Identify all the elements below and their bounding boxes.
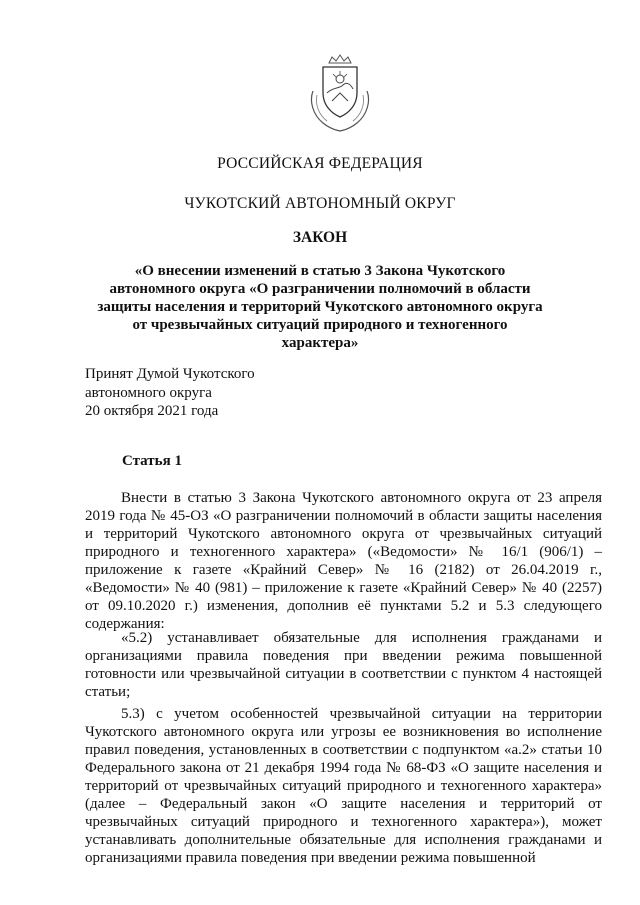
adoption-line-1: Принят Думой Чукотского xyxy=(85,366,255,382)
adoption-line-2: автономного округа xyxy=(85,384,212,401)
region-heading: ЧУКОТСКИЙ АВТОНОМНЫЙ ОКРУГ xyxy=(184,195,456,212)
paragraph-text: «5.2) устанавливает обязательные для исполнения гражданами и организациями правила поведения при введении режима повышенной готовности или чрезвычайной ситуации в соответствии с пунктом 4 настоящей статьи; xyxy=(85,630,602,700)
adoption-block xyxy=(85,365,255,421)
country-heading: РОССИЙСКАЯ ФЕДЕРАЦИЯ xyxy=(217,155,423,172)
article-paragraph-3 xyxy=(85,705,602,867)
document-type-heading: ЗАКОН xyxy=(292,229,348,246)
paragraph-text: 5.3) с учетом особенностей чрезвычайной ситуации на территории Чукотского автономного округа или угрозы ее возникновения во исполнение правил поведения, установленных в соответствии с подпунктом «а.2» статьи 10 Федерального закона от 21 декабря 1994 года № 68-ФЗ «О защите населения и территорий от чрезвычайных ситуаций природного и техногенного характера» (далее – Федеральный закон «О защите населения и территорий от чрезвычайных ситуаций природного и техногенного характера»), может устанавливать дополнительные обязательные для исполнения гражданами и организациями правила поведения при введении режима повышенной xyxy=(85,706,602,866)
coat-of-arms-emblem xyxy=(299,53,381,135)
article-paragraph-2 xyxy=(85,629,602,701)
article-heading: Статья 1 xyxy=(122,453,182,469)
adoption-date: 20 октября 2021 года xyxy=(85,403,219,419)
law-title: «О внесении изменений в статью 3 Закона Чукотского автономного округа «О разграничении полномочий в области защиты населения и территорий Чукотского автономного округа от чрезвычайных ситуаций природного и техногенного характера» xyxy=(97,263,543,351)
paragraph-text: Внести в статью 3 Закона Чукотского автономного округа от 23 апреля 2019 года № 45-ОЗ «О разграничении полномочий в области защиты населения и территорий Чукотского автономного округа от чрезвычайных ситуаций природного и техногенного характера» («Ведомости» № 16/1 (906/1) – приложение к газете «Крайний Север» № 16 (2182) от 26.04.2019 г., «Ведомости» № 40 (981) – приложение к газете «Крайний Север» № 40 (2257) от 09.10.2020 г.) изменения, дополнив её пунктами 5.2 и 5.3 следующего содержания: xyxy=(85,490,602,632)
article-paragraph-1 xyxy=(85,489,602,633)
